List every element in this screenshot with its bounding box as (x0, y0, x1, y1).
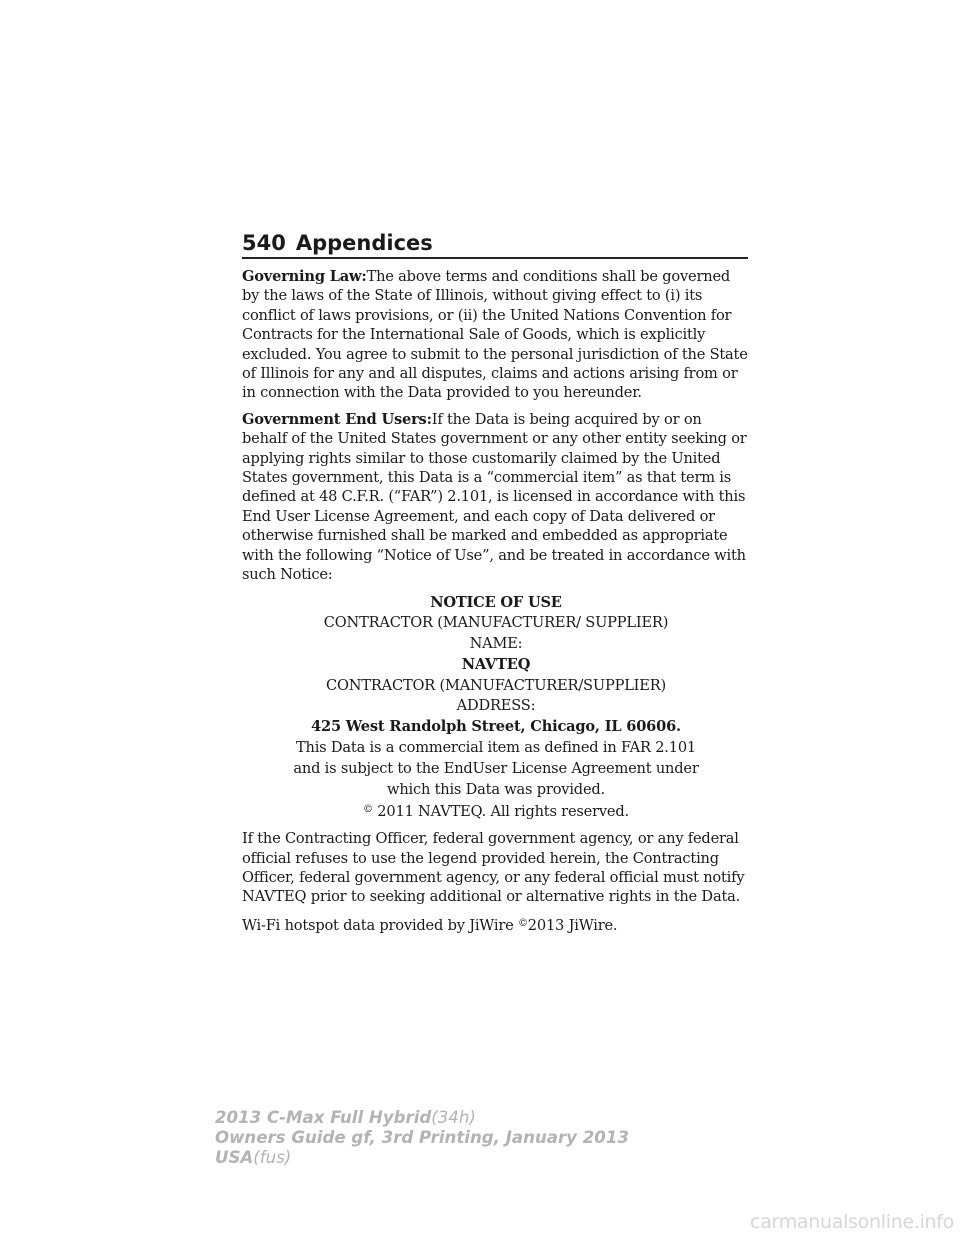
footer-region-code: (fus) (253, 1148, 292, 1167)
footer-model-code: (34h) (431, 1108, 476, 1127)
notice-line-address: 425 West Randolph Street, Chicago, IL 60606. (311, 718, 681, 736)
government-end-users-text: If the Data is being acquired by or on behalf of the United States government or any other entity seeking or applying rights similar to those customarily claimed by the United States government, this Data is a “commercial item” as that term is defined at 48 C.F.R. (“FAR”) 2.101, is licensed in accordance with this End User License Agreement, and each copy of Data delivered or otherwise furnished shall be marked and embedded as appropriate with the following “Notice of Use”, and be treated in accordance with such Notice: (242, 410, 747, 584)
governing-law-paragraph (242, 267, 750, 403)
footer-line-1 (215, 1108, 629, 1128)
footer-region: USA (215, 1148, 254, 1167)
notice-copyright-text: 2011 NAVTEQ. All rights reserved. (372, 803, 629, 821)
notice-line-contractor-address-label: CONTRACTOR (MANUFACTURER/SUPPLIER) (326, 676, 666, 694)
notice-line-commercial-item: This Data is a commercial item as defined in FAR 2.101 (295, 739, 696, 757)
notice-line-provided: which this Data was provided. (387, 780, 605, 798)
page-header (242, 229, 748, 259)
copyright-symbol: © (363, 804, 373, 816)
footer-printing: Owners Guide gf, 3rd Printing, January 2013 (215, 1128, 629, 1147)
notice-line-subject-to: and is subject to the EndUser License Agreement under (293, 759, 699, 777)
section-title: Appendices (295, 231, 433, 255)
site-watermark: carmanualsonline.info (750, 1211, 954, 1233)
notice-line-copyright (242, 800, 750, 823)
notice-heading: NOTICE OF USE (430, 593, 562, 611)
governing-law-text: The above terms and conditions shall be governed by the laws of the State of Illinois, without giving effect to (i) its conflict of laws provisions, or (ii) the United Nations Convention for Contracts for the International Sale of Goods, which is explicitly excluded. You agree to submit to the personal jurisdiction of the State of Illinois for any and all disputes, claims and actions arising from or in connection with the Data provided to you hereunder. (242, 268, 748, 402)
notice-line-navteq: NAVTEQ (461, 655, 531, 673)
contracting-officer-paragraph: If the Contracting Officer, federal government agency, or any federal official refuses to use the legend provided herein, the Contracting Officer, federal government agency, or any federal official must notify NAVTEQ prior to seeking additional or alternative rights in the Data. (242, 830, 745, 906)
notice-line-contractor-name-label: CONTRACTOR (MANUFACTURER/ SUPPLIER) (323, 614, 669, 632)
wifi-text-after: 2013 JiWire. (527, 916, 618, 934)
page-number: 540 (242, 231, 286, 255)
wifi-text-before: Wi-Fi hotspot data provided by JiWire (242, 916, 518, 934)
notice-of-use-block (242, 593, 750, 824)
footer-line-3 (215, 1148, 629, 1168)
notice-line-name: NAME: (469, 635, 523, 653)
wifi-paragraph (242, 914, 750, 935)
page-content (242, 267, 750, 942)
document-footer (215, 1108, 629, 1168)
notice-line-address-label: ADDRESS: (456, 697, 536, 715)
governing-law-label: Governing Law: (242, 268, 367, 285)
footer-line-2 (215, 1128, 629, 1148)
government-end-users-label: Government End Users: (242, 410, 432, 428)
footer-model: 2013 C-Max Full Hybrid (215, 1108, 432, 1127)
government-end-users-paragraph (242, 410, 750, 585)
wifi-copyright-symbol: © (517, 917, 528, 929)
